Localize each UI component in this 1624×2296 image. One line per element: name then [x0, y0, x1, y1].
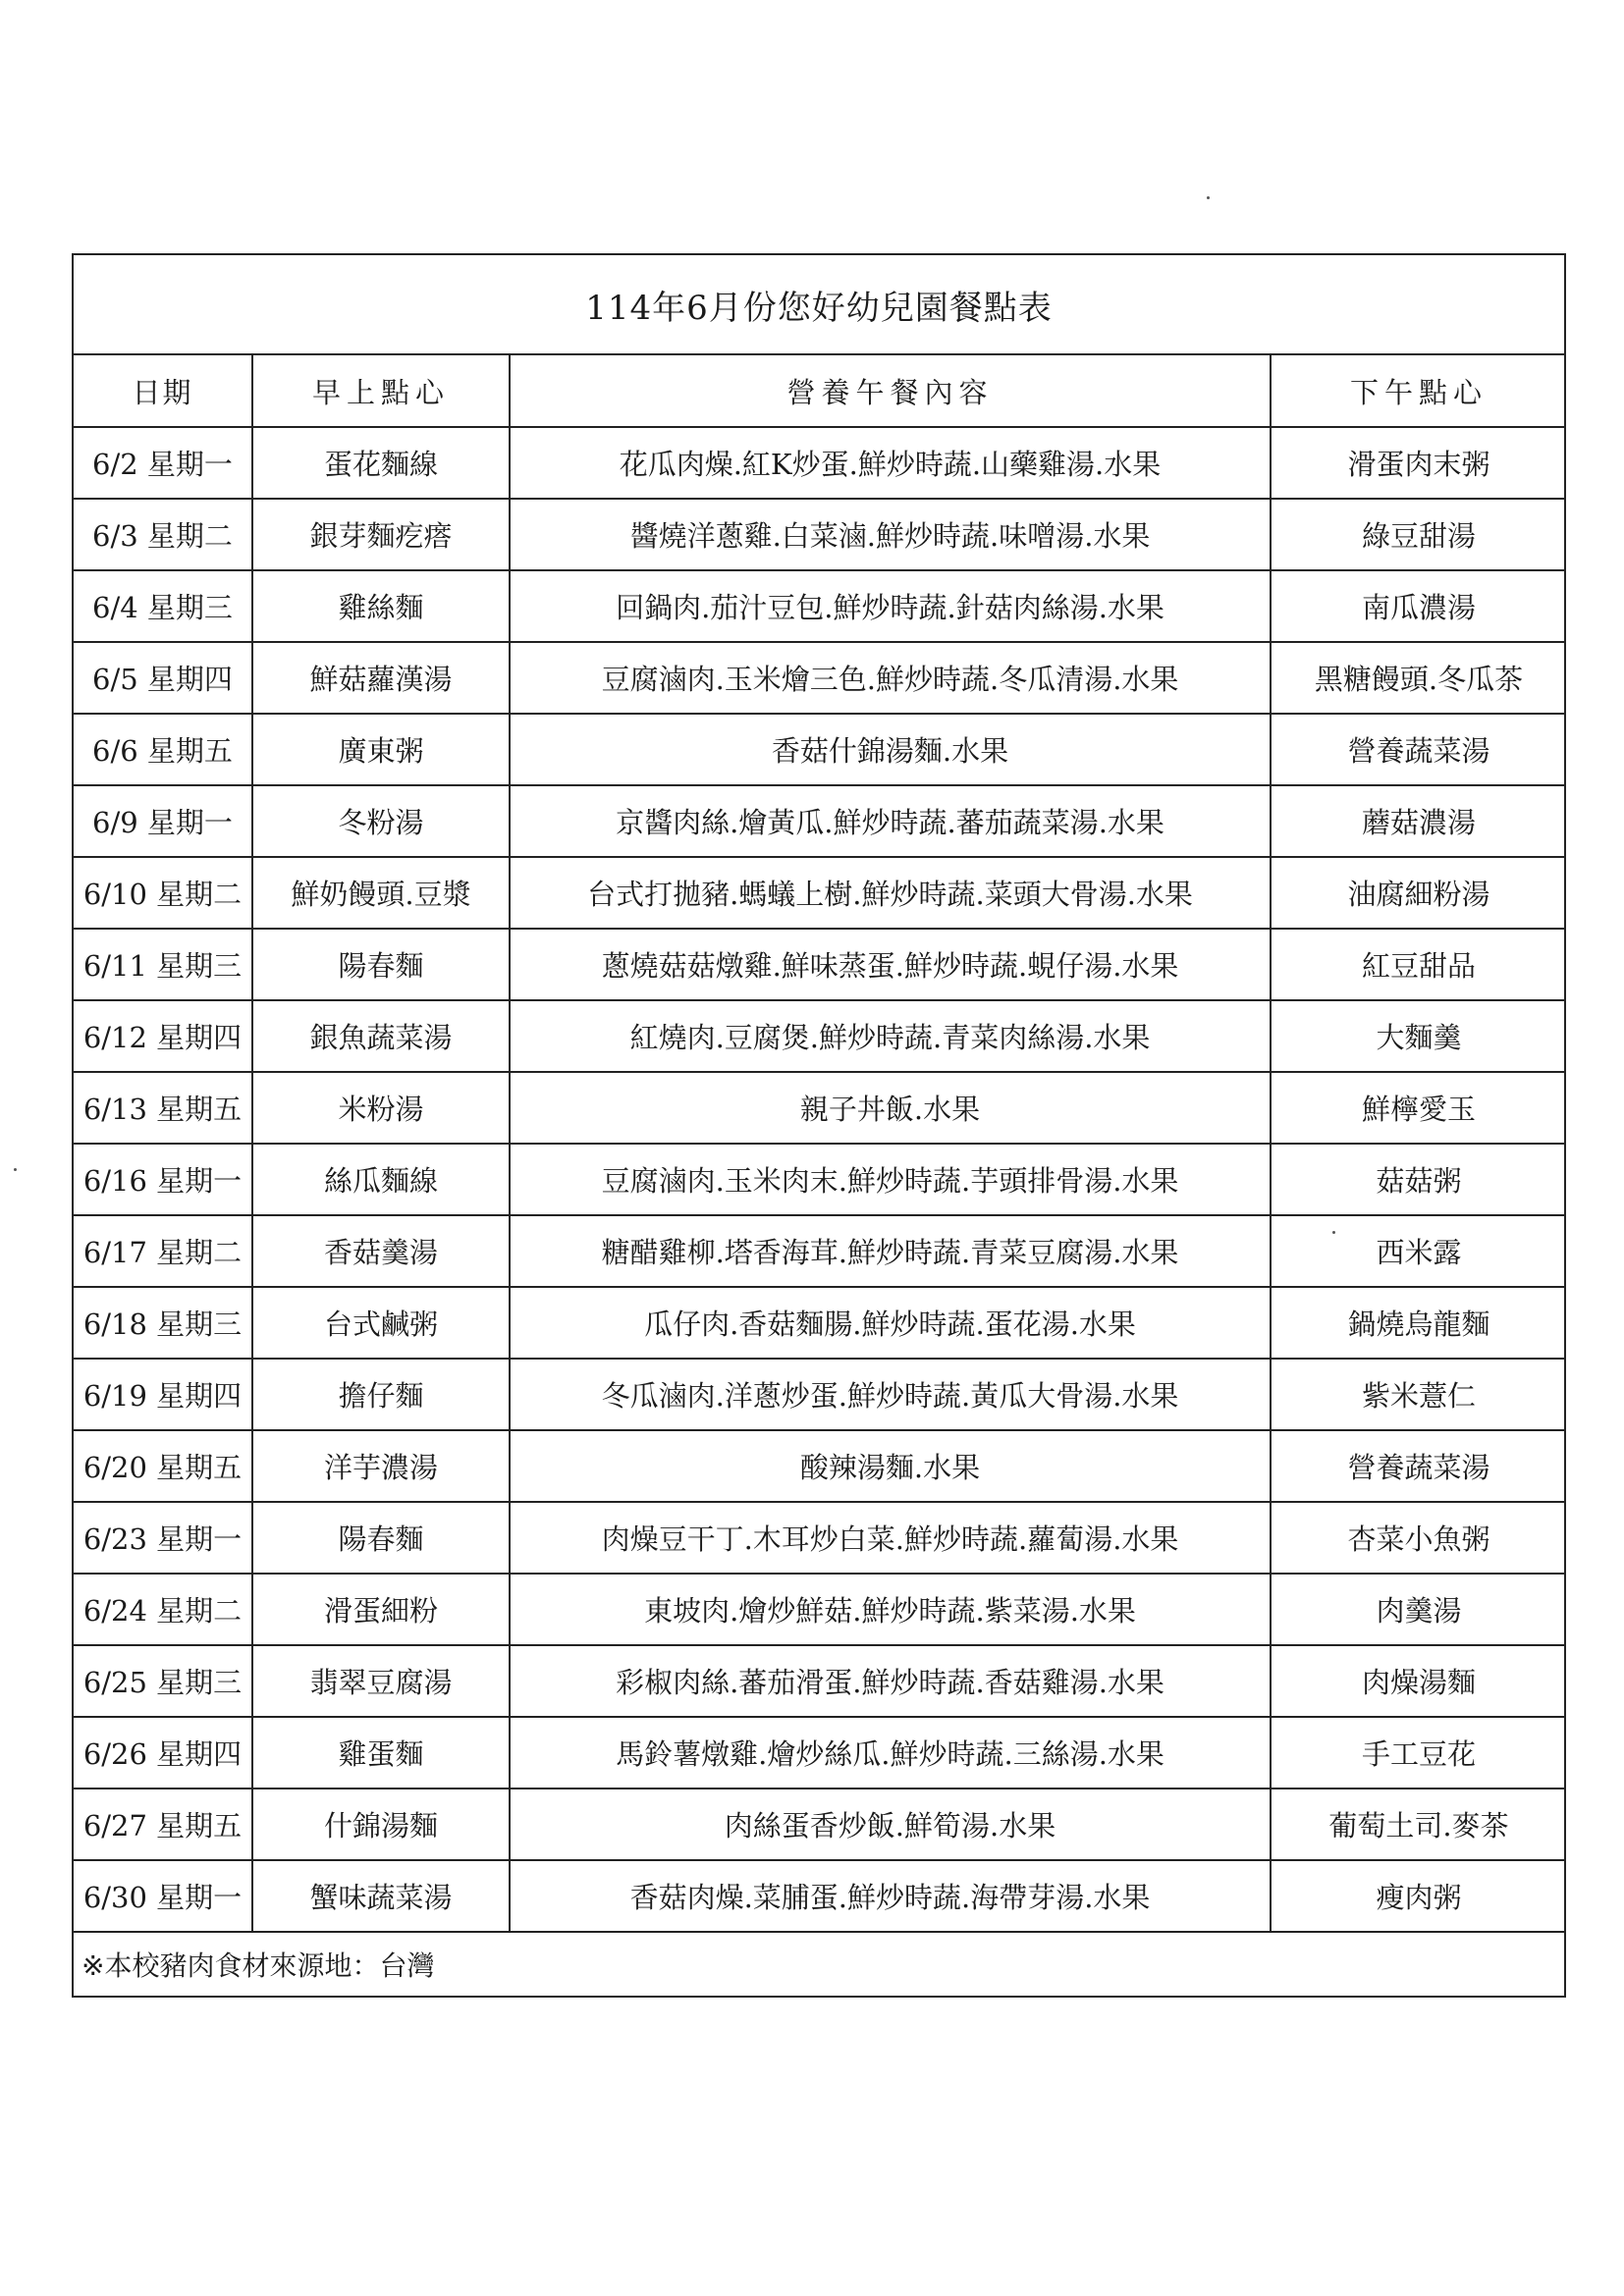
row-lunch: 醬燒洋蔥雞.白菜滷.鮮炒時蔬.味噌湯.水果 [510, 499, 1271, 570]
row-afternoon-snack: 鮮檸愛玉 [1271, 1072, 1566, 1144]
row-date: 6/9 星期一 [74, 785, 252, 857]
row-afternoon-snack: 葡萄土司.麥茶 [1271, 1789, 1566, 1860]
row-afternoon-snack: 鍋燒烏龍麵 [1271, 1287, 1566, 1359]
row-afternoon-snack: 杏菜小魚粥 [1271, 1502, 1566, 1574]
row-afternoon-snack: 西米露 [1271, 1215, 1566, 1287]
row-afternoon-snack: 紫米薏仁 [1271, 1359, 1566, 1430]
row-morning-snack: 蛋花麵線 [252, 427, 510, 499]
row-lunch: 豆腐滷肉.玉米燴三色.鮮炒時蔬.冬瓜清湯.水果 [510, 642, 1271, 714]
scan-speck [1332, 1231, 1335, 1234]
row-lunch: 親子丼飯.水果 [510, 1072, 1271, 1144]
row-morning-snack: 翡翠豆腐湯 [252, 1645, 510, 1717]
row-lunch: 冬瓜滷肉.洋蔥炒蛋.鮮炒時蔬.黃瓜大骨湯.水果 [510, 1359, 1271, 1430]
row-date: 6/5 星期四 [74, 642, 252, 714]
row-morning-snack: 滑蛋細粉 [252, 1574, 510, 1645]
header-row [74, 355, 1566, 427]
row-date: 6/26 星期四 [74, 1717, 252, 1789]
table-row [74, 785, 1566, 857]
row-afternoon-snack: 南瓜濃湯 [1271, 570, 1566, 642]
row-lunch: 瓜仔肉.香菇麵腸.鮮炒時蔬.蛋花湯.水果 [510, 1287, 1271, 1359]
table-row [74, 642, 1566, 714]
row-morning-snack: 洋芋濃湯 [252, 1430, 510, 1502]
menu-body [74, 427, 1566, 1932]
row-date: 6/3 星期二 [74, 499, 252, 570]
row-afternoon-snack: 滑蛋肉末粥 [1271, 427, 1566, 499]
row-afternoon-snack: 營養蔬菜湯 [1271, 714, 1566, 785]
row-morning-snack: 雞絲麵 [252, 570, 510, 642]
row-morning-snack: 雞蛋麵 [252, 1717, 510, 1789]
row-morning-snack: 鮮菇蘿漢湯 [252, 642, 510, 714]
row-afternoon-snack: 營養蔬菜湯 [1271, 1430, 1566, 1502]
row-morning-snack: 香菇羹湯 [252, 1215, 510, 1287]
row-morning-snack: 蟹味蔬菜湯 [252, 1860, 510, 1932]
row-date: 6/12 星期四 [74, 1000, 252, 1072]
table-row [74, 1502, 1566, 1574]
menu-sheet [72, 253, 1566, 1998]
table-row [74, 570, 1566, 642]
row-date: 6/2 星期一 [74, 427, 252, 499]
table-row [74, 1645, 1566, 1717]
row-morning-snack: 擔仔麵 [252, 1359, 510, 1430]
table-row [74, 499, 1566, 570]
row-lunch: 紅燒肉.豆腐煲.鮮炒時蔬.青菜肉絲湯.水果 [510, 1000, 1271, 1072]
row-morning-snack: 冬粉湯 [252, 785, 510, 857]
row-lunch: 馬鈴薯燉雞.燴炒絲瓜.鮮炒時蔬.三絲湯.水果 [510, 1717, 1271, 1789]
row-lunch: 糖醋雞柳.塔香海茸.鮮炒時蔬.青菜豆腐湯.水果 [510, 1215, 1271, 1287]
row-date: 6/24 星期二 [74, 1574, 252, 1645]
row-date: 6/23 星期一 [74, 1502, 252, 1574]
row-morning-snack: 鮮奶饅頭.豆漿 [252, 857, 510, 929]
row-lunch: 蔥燒菇菇燉雞.鮮味蒸蛋.鮮炒時蔬.蜆仔湯.水果 [510, 929, 1271, 1000]
row-afternoon-snack: 肉羹湯 [1271, 1574, 1566, 1645]
row-date: 6/16 星期一 [74, 1144, 252, 1215]
row-morning-snack: 廣東粥 [252, 714, 510, 785]
table-row [74, 1000, 1566, 1072]
row-lunch: 香菇肉燥.菜脯蛋.鮮炒時蔬.海帶芽湯.水果 [510, 1860, 1271, 1932]
header-lunch: 營養午餐內容 [510, 355, 1271, 427]
row-afternoon-snack: 蘑菇濃湯 [1271, 785, 1566, 857]
row-lunch: 台式打拋豬.螞蟻上樹.鮮炒時蔬.菜頭大骨湯.水果 [510, 857, 1271, 929]
row-morning-snack: 銀芽麵疙瘩 [252, 499, 510, 570]
row-morning-snack: 銀魚蔬菜湯 [252, 1000, 510, 1072]
row-date: 6/18 星期三 [74, 1287, 252, 1359]
row-lunch: 回鍋肉.茄汁豆包.鮮炒時蔬.針菇肉絲湯.水果 [510, 570, 1271, 642]
table-row [74, 1860, 1566, 1932]
row-morning-snack: 台式鹹粥 [252, 1287, 510, 1359]
row-lunch: 東坡肉.燴炒鮮菇.鮮炒時蔬.紫菜湯.水果 [510, 1574, 1271, 1645]
row-afternoon-snack: 綠豆甜湯 [1271, 499, 1566, 570]
row-morning-snack: 陽春麵 [252, 1502, 510, 1574]
row-afternoon-snack: 紅豆甜品 [1271, 929, 1566, 1000]
scan-speck [14, 1168, 17, 1171]
table-row [74, 1574, 1566, 1645]
row-lunch: 香菇什錦湯麵.水果 [510, 714, 1271, 785]
row-date: 6/10 星期二 [74, 857, 252, 929]
header-afternoon-snack: 下午點心 [1271, 355, 1566, 427]
row-date: 6/13 星期五 [74, 1072, 252, 1144]
row-date: 6/19 星期四 [74, 1359, 252, 1430]
row-date: 6/4 星期三 [74, 570, 252, 642]
table-row [74, 1430, 1566, 1502]
row-morning-snack: 什錦湯麵 [252, 1789, 510, 1860]
row-morning-snack: 絲瓜麵線 [252, 1144, 510, 1215]
row-lunch: 肉燥豆干丁.木耳炒白菜.鮮炒時蔬.蘿蔔湯.水果 [510, 1502, 1271, 1574]
row-afternoon-snack: 瘦肉粥 [1271, 1860, 1566, 1932]
row-date: 6/6 星期五 [74, 714, 252, 785]
row-date: 6/20 星期五 [74, 1430, 252, 1502]
table-row [74, 1359, 1566, 1430]
table-row [74, 857, 1566, 929]
row-morning-snack: 陽春麵 [252, 929, 510, 1000]
row-lunch: 豆腐滷肉.玉米肉末.鮮炒時蔬.芋頭排骨湯.水果 [510, 1144, 1271, 1215]
menu-table [74, 355, 1566, 1933]
row-lunch: 肉絲蛋香炒飯.鮮筍湯.水果 [510, 1789, 1271, 1860]
table-row [74, 929, 1566, 1000]
row-afternoon-snack: 油腐細粉湯 [1271, 857, 1566, 929]
header-morning-snack: 早上點心 [252, 355, 510, 427]
menu-title: 114年6月份您好幼兒園餐點表 [74, 255, 1564, 355]
pork-origin-note: ※本校豬肉食材來源地：台灣 [81, 1949, 435, 1982]
row-afternoon-snack: 肉燥湯麵 [1271, 1645, 1566, 1717]
row-afternoon-snack: 菇菇粥 [1271, 1144, 1566, 1215]
row-lunch: 花瓜肉燥.紅K炒蛋.鮮炒時蔬.山藥雞湯.水果 [510, 427, 1271, 499]
row-afternoon-snack: 大麵羹 [1271, 1000, 1566, 1072]
row-date: 6/25 星期三 [74, 1645, 252, 1717]
table-row [74, 1287, 1566, 1359]
table-row [74, 1072, 1566, 1144]
row-lunch: 京醬肉絲.燴黃瓜.鮮炒時蔬.蕃茄蔬菜湯.水果 [510, 785, 1271, 857]
table-row [74, 1215, 1566, 1287]
table-row [74, 1717, 1566, 1789]
row-date: 6/27 星期五 [74, 1789, 252, 1860]
row-afternoon-snack: 手工豆花 [1271, 1717, 1566, 1789]
row-afternoon-snack: 黑糖饅頭.冬瓜茶 [1271, 642, 1566, 714]
row-lunch: 彩椒肉絲.蕃茄滑蛋.鮮炒時蔬.香菇雞湯.水果 [510, 1645, 1271, 1717]
row-date: 6/11 星期三 [74, 929, 252, 1000]
row-morning-snack: 米粉湯 [252, 1072, 510, 1144]
table-row [74, 427, 1566, 499]
header-date: 日期 [74, 355, 252, 427]
table-row [74, 1789, 1566, 1860]
row-date: 6/17 星期二 [74, 1215, 252, 1287]
table-row [74, 1144, 1566, 1215]
row-date: 6/30 星期一 [74, 1860, 252, 1932]
table-row [74, 714, 1566, 785]
scan-speck [1207, 196, 1210, 199]
row-lunch: 酸辣湯麵.水果 [510, 1430, 1271, 1502]
